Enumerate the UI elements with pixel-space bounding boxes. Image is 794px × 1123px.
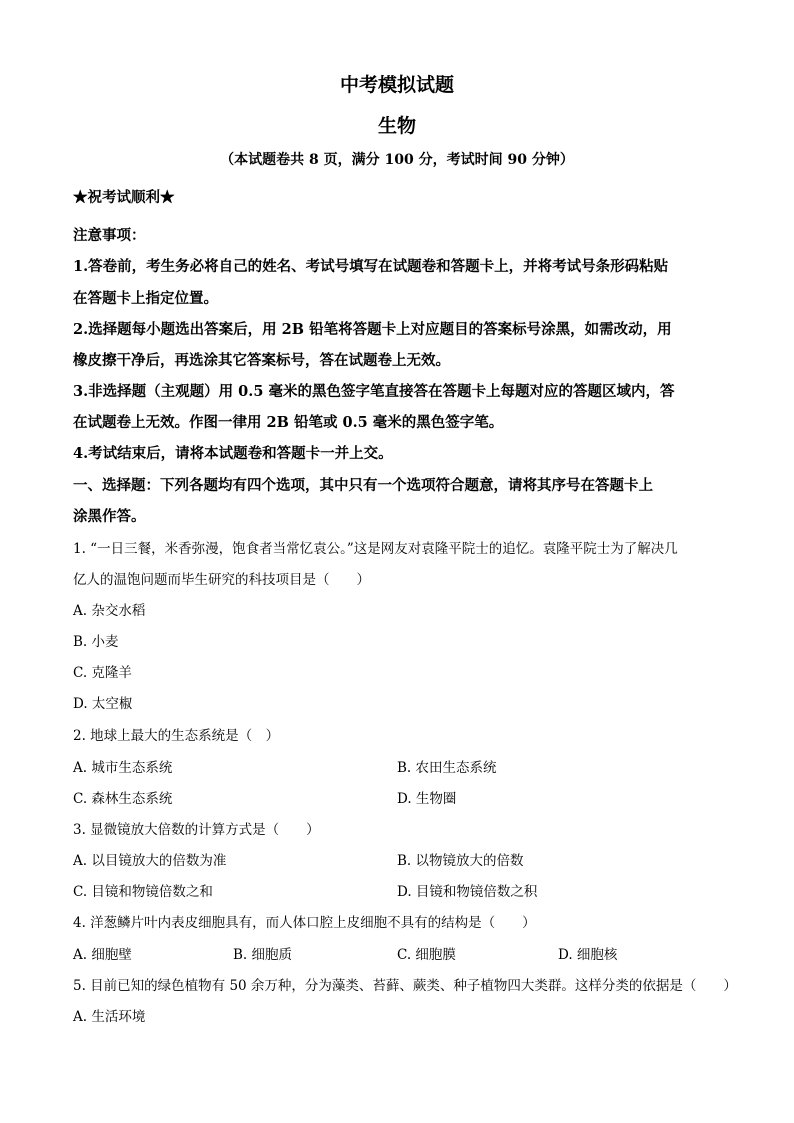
q5-option-a: A. 生活环境 <box>73 1009 146 1025</box>
q2-option-b: B. 农田生态系统 <box>397 760 497 776</box>
question-5-stem: 5. 目前已知的绿色植物有 50 余万种，分为藻类、苔藓、蕨类、种子植物四大类群。这样分类的依据是（ ） <box>73 978 737 994</box>
exam-info: （本试题卷共 8 页，满分 100 分，考试时间 90 分钟） <box>220 152 574 168</box>
subject-title: 生物 <box>377 115 416 137</box>
q3-option-a: A. 以目镜放大的倍数为准 <box>73 853 227 869</box>
question-1-stem: 1. “一日三餐，米香弥漫，饱食者当常忆袁公。”这是网友对袁隆平院士的追忆。袁隆平院士为了解决几 <box>73 541 678 557</box>
q4-option-d: D. 细胞核 <box>558 947 618 963</box>
section-heading-cont: 涂黑作答。 <box>73 508 146 525</box>
q2-option-a: A. 城市生态系统 <box>73 760 173 776</box>
question-1-stem-cont: 亿人的温饱问题而毕生研究的科技项目是（ ） <box>73 572 370 588</box>
notice-line: 2.选择题每小题选出答案后，用 2B 铅笔将答题卡上对应题目的答案标号涂黑，如需改动，用 <box>73 321 672 338</box>
q3-option-d: D. 目镜和物镜倍数之积 <box>397 884 538 900</box>
notice-heading: 注意事项： <box>73 227 146 244</box>
q4-option-b: B. 细胞质 <box>233 947 293 963</box>
notice-line: 4.考试结束后，请将本试题卷和答题卡一并上交。 <box>73 445 393 462</box>
q1-option-d: D. 太空椒 <box>73 696 133 712</box>
notice-line: 在试题卷上无效。作图一律用 2B 铅笔或 0.5 毫米的黑色签字笔。 <box>73 414 504 431</box>
question-3-stem: 3. 显微镜放大倍数的计算方式是（ ） <box>73 822 320 838</box>
q3-option-c: C. 目镜和物镜倍数之和 <box>73 884 213 900</box>
notice-line: 1.答卷前，考生务必将自己的姓名、考试号填写在试题卷和答题卡上，并将考试号条形码粘贴 <box>73 258 669 275</box>
exam-title: 中考模拟试题 <box>339 74 454 96</box>
section-heading: 一、选择题：下列各题均有四个选项，其中只有一个选项符合题意，请将其序号在答题卡上 <box>73 477 653 494</box>
notice-line: 在答题卡上指定位置。 <box>73 290 218 307</box>
q1-option-c: C. 克隆羊 <box>73 665 132 681</box>
blessing-text: ★祝考试顺利★ <box>73 189 175 206</box>
q4-option-a: A. 细胞壁 <box>73 947 132 963</box>
question-4-stem: 4. 洋葱鳞片叶内表皮细胞具有，而人体口腔上皮细胞不具有的结构是（ ） <box>73 915 536 931</box>
q4-option-c: C. 细胞膜 <box>397 947 456 963</box>
q1-option-a: A. 杂交水稻 <box>73 603 146 619</box>
question-2-stem: 2. 地球上最大的生态系统是（ ） <box>73 728 280 744</box>
q1-option-b: B. 小麦 <box>73 634 119 650</box>
q2-option-c: C. 森林生态系统 <box>73 791 173 807</box>
q2-option-d: D. 生物圈 <box>397 791 457 807</box>
notice-line: 橡皮擦干净后，再选涂其它答案标号，答在试题卷上无效。 <box>73 352 450 369</box>
q3-option-b: B. 以物镜放大的倍数 <box>397 853 524 869</box>
notice-line: 3.非选择题（主观题）用 0.5 毫米的黑色签字笔直接答在答题卡上每题对应的答题区域内，答 <box>73 383 675 400</box>
